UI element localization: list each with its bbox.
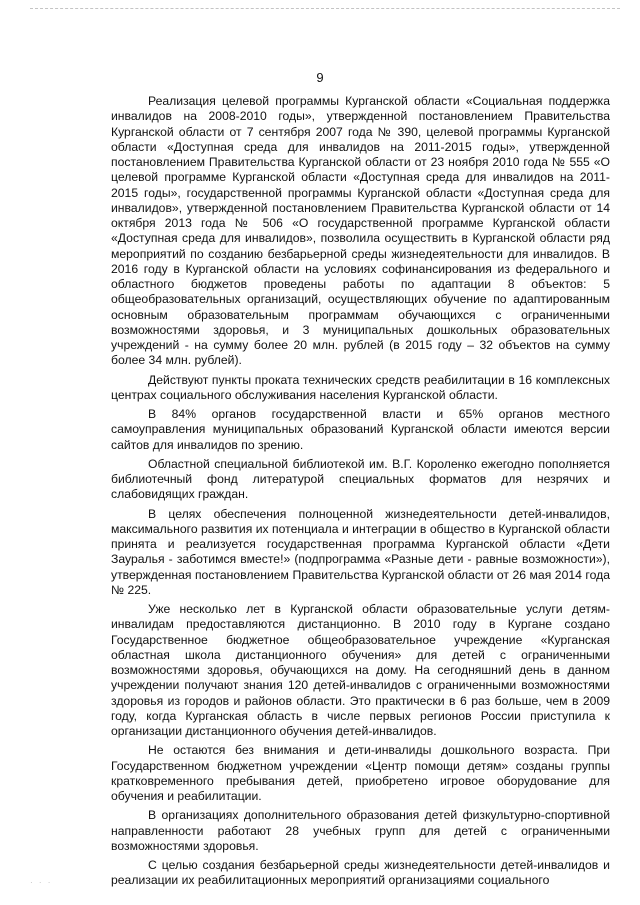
scan-top-edge-line (30, 8, 620, 9)
paragraph-rehabilitation-rental: Действуют пункты проката технических средств реабилитации в 16 комплексных центрах социального обслуживания населения Курганской области. (111, 372, 610, 402)
paragraph-library-fund: Областной специальной библиотекой им. В.Г. Короленко ежегодно пополняется библиотечный фонд литературой специальных форматов для незрячих и слабовидящих граждан. (111, 456, 610, 502)
paragraph-barrier-free-environment: С целью создания безбарьерной среды жизнедеятельности детей-инвалидов и реализации их реабилитационных мероприятий организациями социального (111, 858, 610, 888)
paragraph-accessible-environment-programs: Реализация целевой программы Курганской области «Социальная поддержка инвалидов на 2008-2010 годы», утвержденной постановлением Правительства Курганской области от 7 сентября 2007 года № 390, целевой программы Курганской области «Доступная среда для инвалидов на 2011-2015 годы», утвержденной постановлением Правительства Курганской области от 23 ноября 2010 года № 555 «О целевой программе Курганской области «Доступная среда для инвалидов на 2011-2015 годы», государственной программы Курганской области «Доступная среда для инвалидов», утвержденной постановлением Правительства Курганской области от 14 октября 2013 года № 506 «О государственной программе Курганской области «Доступная среда для инвалидов», позволила осуществить в Курганской области ряд мероприятий по созданию безбарьерной среды жизнедеятельности для инвалидов. В 2016 году в Курганской области на условиях софинансирования из федерального и областного бюджетов проведены работы по адаптации 8 объектов: 5 общеобразовательных организаций, осуществляющих обучение по адаптированным основным образовательным программам обучающихся с ограниченными возможностями здоровья, и 3 муниципальных дошкольных образовательных учреждений - на сумму более 20 млн. рублей (в 2015 году – 32 объектов на сумму более 34 млн. рублей). (111, 94, 610, 368)
paragraph-sports-groups: В организациях дополнительного образования детей физкультурно-спортивной направленности работают 28 учебных групп для детей с ограниченными возможностями здоровья. (111, 808, 610, 853)
paragraph-distance-education: Уже несколько лет в Курганской области образовательные услуги детям-инвалидам предоставляются дистанционно. В 2010 году в Кургане создано Государственное бюджетное общеобразовательное учреждение «Курганская областная школа дистанционного обучения» для детей с ограниченными возможностями здоровья, обучающихся на дому. На сегодняшний день в данном учреждении получают знания 120 детей-инвалидов с ограниченными возможностями здоровья из городов и районов области. Это практически в 6 раз больше, чем в 2009 году, когда Курганская область в числе первых регионов России приступила к организации дистанционного обучения детей-инвалидов. (111, 602, 610, 738)
paragraph-preschool-children: Не остаются без внимания и дети-инвалиды дошкольного возраста. При Государственном бюджетном учреждении «Центр помощи детям» созданы группы кратковременного пребывания детей, приобретено игровое оборудование для обучения и реабилитации. (111, 743, 610, 803)
paragraph-accessible-websites: В 84% органов государственной власти и 65% органов местного самоуправления муниципальных образований Курганской области имеются версии сайтов для инвалидов по зрению. (111, 407, 610, 452)
page-number: 9 (316, 70, 324, 85)
paragraph-children-program: В целях обеспечения полноценной жизнедеятельности детей-инвалидов, максимального развития их потенциала и интеграции в общество в Курганской области принята и реализуется государственная программа Курганской области «Дети Зауралья - заботимся вместе!» (подпрограмма «Разные дети - равные возможности»), утвержденная постановлением Правительства Курганской области от 26 мая 2014 года № 225. (111, 506, 610, 597)
scan-footer-marks: · · · (30, 878, 53, 887)
document-body (111, 94, 610, 893)
